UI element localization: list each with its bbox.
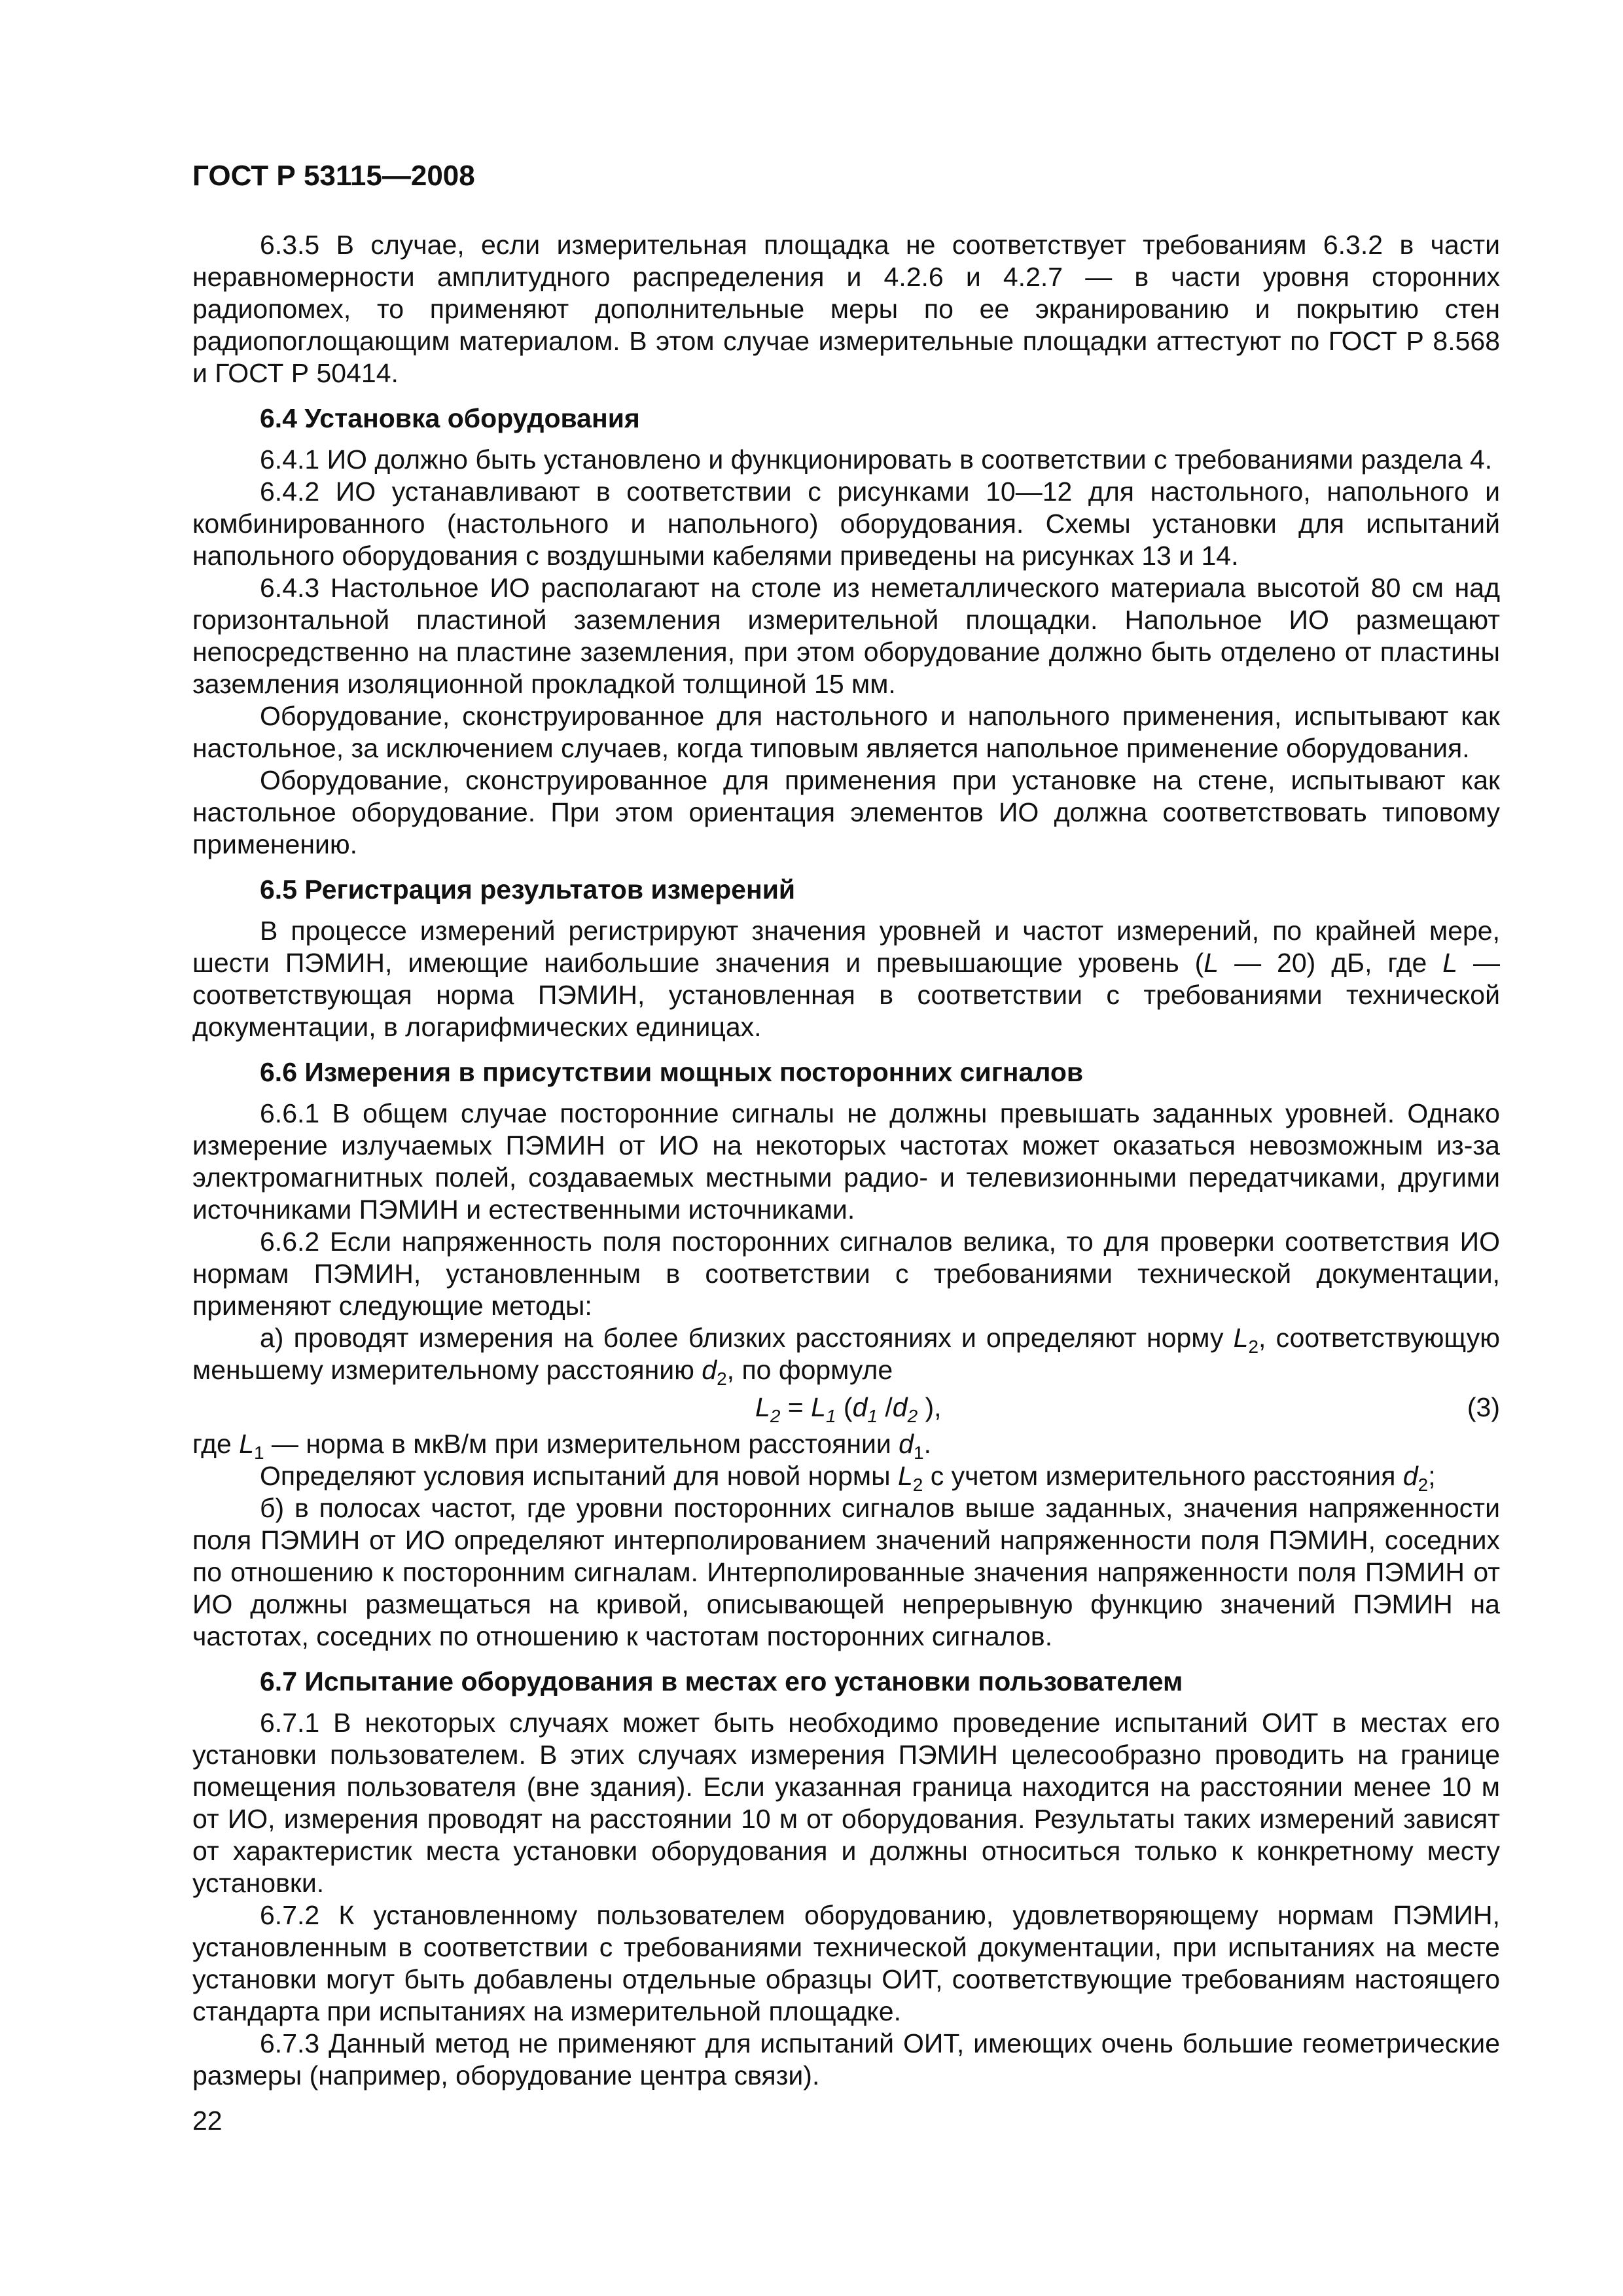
text-run: , по формуле [726, 1355, 893, 1385]
section-heading-6-4: 6.4 Установка оборудования [260, 403, 640, 433]
formula-d1: d [852, 1392, 868, 1422]
paragraph-define-conditions [192, 1460, 1500, 1496]
formula-d2: d [892, 1392, 908, 1422]
formula-lhs: L [755, 1392, 770, 1422]
subscript: 2 [912, 1475, 923, 1496]
subscript: 1 [825, 1406, 836, 1427]
symbol-l: L [1233, 1323, 1249, 1353]
paragraph-6-7-3: 6.7.3 Данный метод не применяют для испытаний ОИТ, имеющих очень большие геометрические размеры (например, оборудование центра связи). [192, 2028, 1500, 2090]
paragraph-6-7-2: 6.7.2 К установленному пользователем оборудованию, удовлетворяющему нормам ПЭМИН, установленным в соответствии с требованиями технической документации, при испытаниях на месте установки могут быть добавлены отдельные образцы ОИТ, соответствующие требованиям настоящего стандарта при испытаниях на измерительной площадке. [192, 1900, 1500, 2026]
text-run: , соответствующую меньшему измерительному расстоянию [192, 1323, 1500, 1385]
section-heading-6-5: 6.5 Регистрация результатов измерений [260, 874, 796, 905]
document-header: ГОСТ Р 53115—2008 [192, 160, 475, 192]
text-run: Определяют условия испытаний для новой нормы [260, 1461, 898, 1491]
subscript: 2 [907, 1406, 918, 1427]
symbol-l: L [897, 1461, 913, 1491]
formula-slash: / [877, 1392, 893, 1422]
subscript: 1 [867, 1406, 878, 1427]
paragraph-6-4-3-desk-floor: Оборудование, сконструированное для настольного и напольного применения, испытывают как настольное, за исключением случаев, когда типовым является напольное применение оборудования. [192, 701, 1500, 763]
paragraph-6-4-1: 6.4.1 ИО должно быть установлено и функционировать в соответствии с требованиями раздела 4. [260, 444, 1493, 475]
paragraph-6-6-2: 6.6.2 Если напряженность поля посторонних сигналов велика, то для проверки соответствия ИО нормам ПЭМИН, установленным в соответствии с требованиями технической документации, применяют следующие методы: [192, 1227, 1500, 1321]
text-run: а) проводят измерения на более близких расстояниях и определяют норму [260, 1323, 1234, 1353]
subscript: 2 [770, 1406, 781, 1427]
subscript: 1 [254, 1443, 264, 1463]
text-run: . [923, 1429, 931, 1459]
section-heading-6-6: 6.6 Измерения в присутствии мощных посторонних сигналов [260, 1057, 1084, 1087]
subscript: 2 [1248, 1336, 1259, 1357]
text-run: с учетом измерительного расстояния [923, 1461, 1403, 1491]
formula-3 [192, 1386, 1500, 1428]
formula-paren-close: ), [918, 1392, 942, 1422]
page-number: 22 [192, 2106, 223, 2136]
page-content [192, 158, 1500, 2092]
text-run: В процессе измерений регистрируют значения уровней и частот измерений, по крайней мере, шести ПЭМИН, имеющие наибольшие значения и превышающие уровень ( [192, 916, 1500, 978]
list-item-a [192, 1322, 1500, 1390]
text-run: — соответствующая норма ПЭМИН, установленная в соответствии с требованиями технической документации, в логарифмических единицах. [192, 948, 1500, 1042]
formula-rhs: L [811, 1392, 826, 1422]
symbol-d: d [899, 1429, 914, 1459]
section-heading-6-7: 6.7 Испытание оборудования в местах его установки пользователем [260, 1666, 1183, 1696]
formula-paren-open: ( [836, 1392, 853, 1422]
text-run: ; [1428, 1461, 1436, 1491]
symbol-l: L [239, 1429, 255, 1459]
subscript: 1 [913, 1443, 924, 1463]
subscript: 2 [717, 1369, 727, 1390]
symbol-d: d [1402, 1461, 1418, 1491]
symbol-d: d [702, 1355, 717, 1385]
symbol-l: L [1204, 948, 1219, 978]
text-run: где [192, 1429, 240, 1459]
formula-expression [755, 1386, 942, 1428]
paragraph-6-4-3-wall: Оборудование, сконструированное для применения при установке на стене, испытывают как настольное оборудование. При этом ориентация элементов ИО должна соответствовать типовому применению. [192, 765, 1500, 859]
paragraph-6-5 [192, 915, 1500, 1043]
symbol-l: L [1442, 948, 1458, 978]
equation-number: (3) [1467, 1392, 1500, 1422]
paragraph-6-6-1: 6.6.1 В общем случае посторонние сигналы не должны превышать заданных уровней. Однако измерение излучаемых ПЭМИН от ИО на некоторых частотах может оказаться невозможным из-за электромагнитных полей, создаваемых местными радио- и телевизионными передатчиками, другими источниками ПЭМИН и естественными источниками. [192, 1098, 1500, 1225]
formula-equals: = [780, 1392, 812, 1422]
text-run: — норма в мкВ/м при измерительном расстоянии [264, 1429, 899, 1459]
paragraph-6-4-3: 6.4.3 Настольное ИО располагают на столе из неметаллического материала высотой 80 см над горизонтальной пластиной заземления измерительной площадки. Напольное ИО размещают непосредственно на пластине заземления, при этом оборудование должно быть отделено от пластины заземления изоляционной прокладкой толщиной 15 мм. [192, 573, 1500, 699]
paragraph-6-3-5: 6.3.5 В случае, если измерительная площадка не соответствует требованиям 6.3.2 в части неравномерности амплитудного распределения и 4.2.6 и 4.2.7 — в части уровня сторонних радиопомех, то применяют дополнительные меры по ее экранированию и покрытию стен радиопоглощающим материалом. В этом случае измерительные площадки аттестуют по ГОСТ Р 8.568 и ГОСТ Р 50414. [192, 230, 1500, 388]
paragraph-6-7-1: 6.7.1 В некоторых случаях может быть необходимо проведение испытаний ОИТ в местах его установки пользователем. В этих случаях измерения ПЭМИН целесообразно проводить на границе помещения пользователя (вне здания). Если указанная граница находится на расстоянии менее 10 м от ИО, измерения проводят на расстоянии 10 м от оборудования. Результаты таких измерений зависят от характеристик места установки оборудования и должны относиться только к конкретному месту установки. [192, 1708, 1500, 1898]
paragraph-where [192, 1428, 1500, 1463]
paragraph-6-4-2: 6.4.2 ИО устанавливают в соответствии с рисунками 10—12 для настольного, напольного и комбинированного (настольного и напольного) оборудования. Схемы установки для испытаний напольного оборудования с воздушными кабелями приведены на рисунках 13 и 14. [192, 476, 1500, 571]
text-run: — 20) дБ, где [1219, 948, 1443, 978]
subscript: 2 [1418, 1475, 1429, 1496]
list-item-b: б) в полосах частот, где уровни посторонних сигналов выше заданных, значения напряженности поля ПЭМИН от ИО определяют интерполированием значений напряженности поля ПЭМИН, соседних по отношению к посторонним сигналам. Интерполированные значения напряженности поля ПЭМИН от ИО должны размещаться на кривой, описывающей непрерывную функцию значений ПЭМИН на частотах, соседних по отношению к частотам посторонних сигналов. [192, 1493, 1500, 1651]
